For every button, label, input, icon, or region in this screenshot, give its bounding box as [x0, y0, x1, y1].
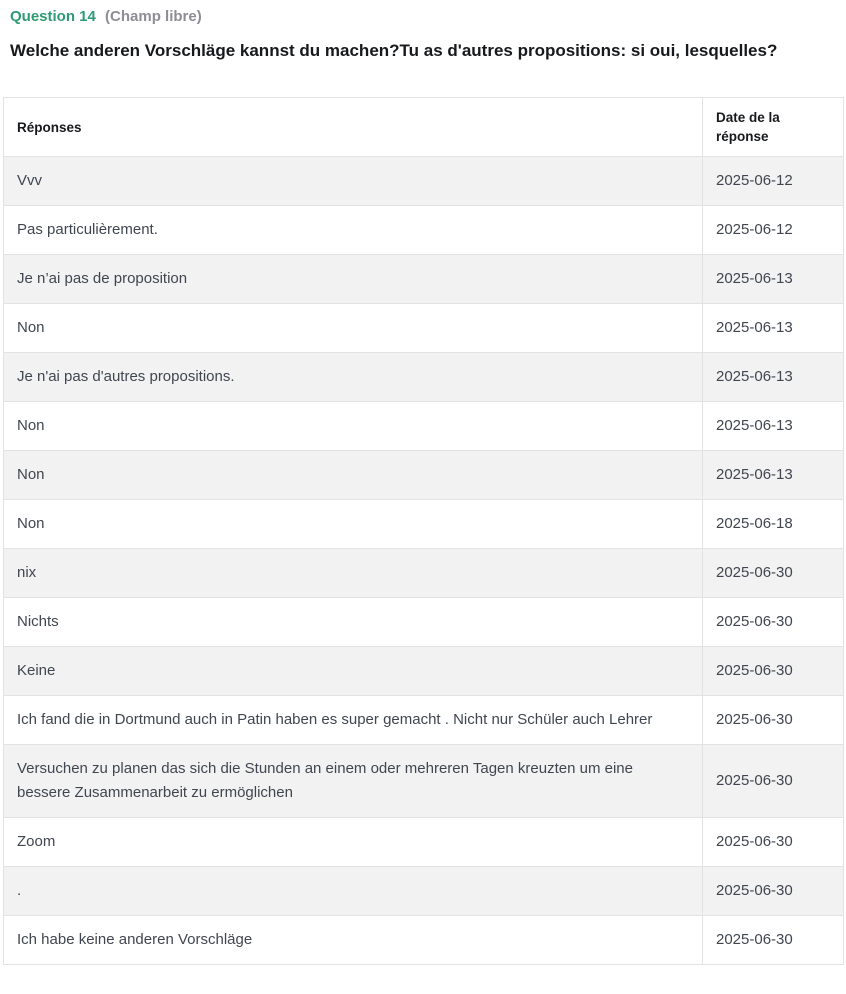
response-cell: Non	[4, 500, 703, 549]
question-title: Welche anderen Vorschläge kannst du machen?Tu as d'autres propositions: si oui, lesquelles?	[10, 41, 778, 60]
response-date-cell: 2025-06-13	[703, 255, 844, 304]
response-date-cell: 2025-06-12	[703, 206, 844, 255]
response-cell: nix	[4, 549, 703, 598]
response-cell: Je n'ai pas d'autres propositions.	[4, 353, 703, 402]
table-row	[4, 549, 844, 598]
response-date-cell: 2025-06-13	[703, 402, 844, 451]
table-row	[4, 598, 844, 647]
question-type-label: (Champ libre)	[105, 8, 202, 25]
response-cell: .	[4, 867, 703, 916]
table-row	[4, 304, 844, 353]
column-header-date: Date de la réponse	[703, 98, 844, 157]
responses-table-head	[4, 98, 844, 157]
response-cell: Ich habe keine anderen Vorschläge	[4, 916, 703, 965]
response-date-cell: 2025-06-30	[703, 916, 844, 965]
table-row	[4, 818, 844, 867]
table-row	[4, 745, 844, 818]
response-date-cell: 2025-06-30	[703, 598, 844, 647]
response-date-cell: 2025-06-30	[703, 696, 844, 745]
response-cell: Non	[4, 304, 703, 353]
table-row	[4, 867, 844, 916]
response-cell: Pas particulièrement.	[4, 206, 703, 255]
table-row	[4, 353, 844, 402]
response-date-cell: 2025-06-30	[703, 867, 844, 916]
question-number-label: Question 14	[10, 8, 96, 25]
response-date-cell: 2025-06-13	[703, 353, 844, 402]
response-cell: Non	[4, 451, 703, 500]
response-date-cell: 2025-06-13	[703, 451, 844, 500]
response-date-cell: 2025-06-30	[703, 818, 844, 867]
response-cell: Versuchen zu planen das sich die Stunden an einem oder mehreren Tagen kreuzten um eine bessere Zusammenarbeit zu ermöglichen	[4, 745, 703, 818]
response-date-cell: 2025-06-30	[703, 647, 844, 696]
response-cell: Vvv	[4, 157, 703, 206]
response-date-cell: 2025-06-12	[703, 157, 844, 206]
response-cell: Non	[4, 402, 703, 451]
table-row	[4, 157, 844, 206]
table-row	[4, 916, 844, 965]
table-row	[4, 647, 844, 696]
response-cell: Zoom	[4, 818, 703, 867]
response-date-cell: 2025-06-30	[703, 745, 844, 818]
header-row	[4, 98, 844, 157]
response-date-cell: 2025-06-30	[703, 549, 844, 598]
response-cell: Je n’ai pas de proposition	[4, 255, 703, 304]
question-label-row	[0, 8, 846, 26]
response-date-cell: 2025-06-18	[703, 500, 844, 549]
table-row	[4, 451, 844, 500]
table-row	[4, 402, 844, 451]
responses-table	[3, 97, 844, 965]
table-row	[4, 696, 844, 745]
response-cell: Ich fand die in Dortmund auch in Patin haben es super gemacht . Nicht nur Schüler auch Lehrer	[4, 696, 703, 745]
table-row	[4, 500, 844, 549]
response-cell: Keine	[4, 647, 703, 696]
response-date-cell: 2025-06-13	[703, 304, 844, 353]
column-header-responses: Réponses	[4, 98, 703, 157]
table-row	[4, 255, 844, 304]
response-cell: Nichts	[4, 598, 703, 647]
table-row	[4, 206, 844, 255]
responses-table-body	[4, 157, 844, 965]
